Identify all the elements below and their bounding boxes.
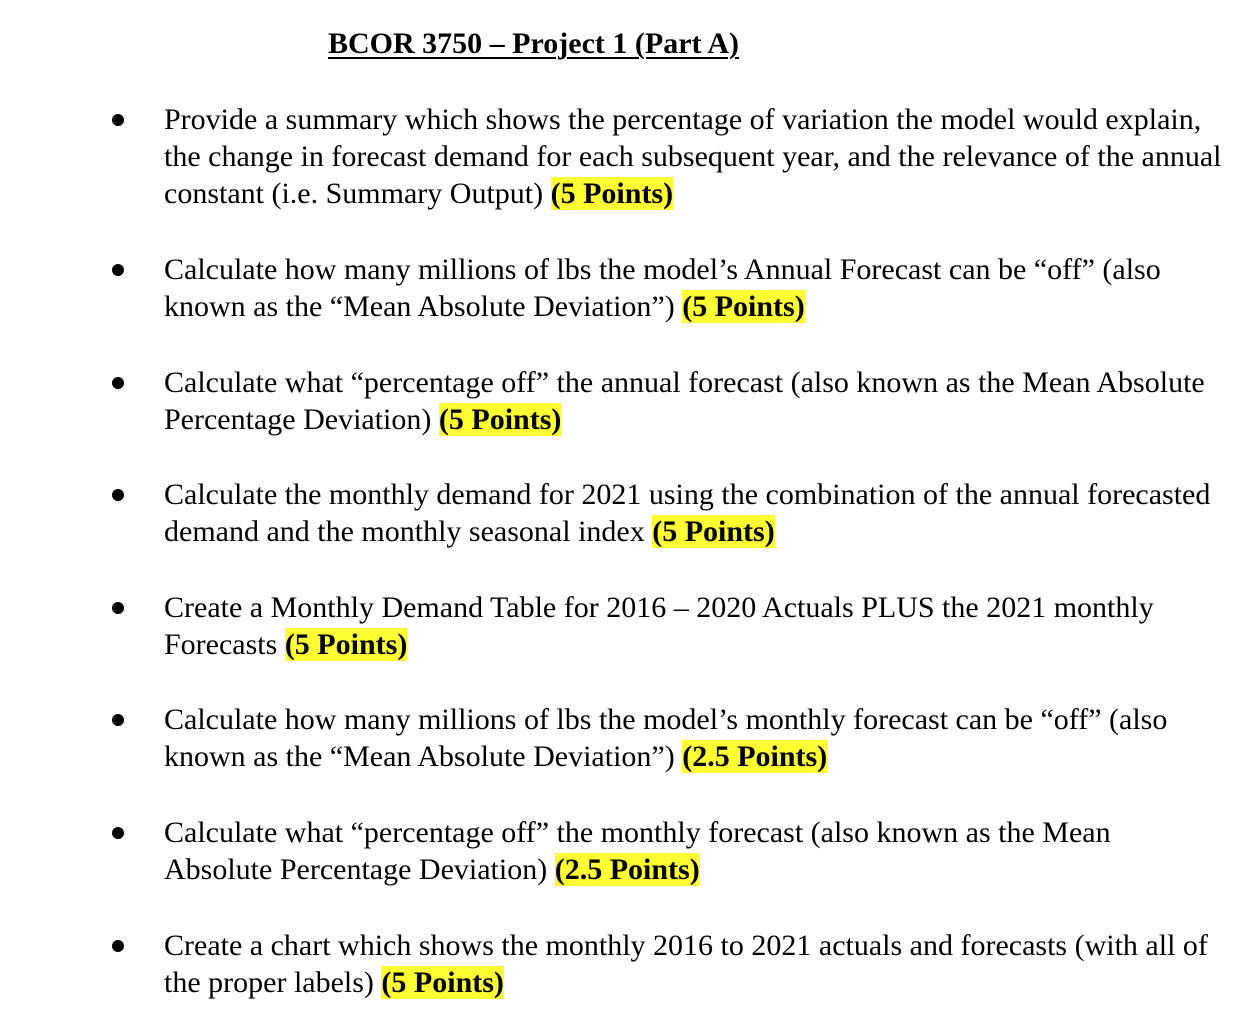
bullet-icon (112, 264, 124, 276)
task-description: Provide a summary which shows the percentage of variation the model would explain, the change in forecast demand for each subsequent year, and the relevance of the annual constant (i.e. Summary Output) (164, 103, 1222, 210)
task-description: Calculate what “percentage off” the annual forecast (also known as the Mean Absolute Percentage Deviation) (164, 366, 1205, 436)
page-title: BCOR 3750 – Project 1 (Part A) (328, 27, 740, 60)
points-label: (2.5 Points) (554, 853, 700, 886)
bullet-icon (112, 827, 124, 839)
task-description: Calculate what “percentage off” the monthly forecast (also known as the Mean Absolute Percentage Deviation) (164, 816, 1111, 886)
bullet-icon (112, 940, 124, 952)
bullet-icon (112, 602, 124, 614)
points-label: (2.5 Points) (682, 740, 828, 773)
task-text (164, 589, 1224, 663)
bullet-icon (112, 714, 124, 726)
task-text (164, 364, 1224, 438)
task-description: Calculate how many millions of lbs the model’s Annual Forecast can be “off” (also known as the “Mean Absolute Deviation”) (164, 253, 1161, 323)
task-description: Calculate the monthly demand for 2021 using the combination of the annual forecasted demand and the monthly seasonal index (164, 478, 1211, 548)
points-label: (5 Points) (682, 290, 805, 323)
task-text (164, 476, 1224, 550)
task-description: Calculate how many millions of lbs the model’s monthly forecast can be “off” (also known as the “Mean Absolute Deviation”) (164, 703, 1168, 773)
bullet-icon (112, 114, 124, 126)
points-label: (5 Points) (550, 177, 674, 210)
task-text (164, 251, 1224, 325)
task-text (164, 814, 1224, 888)
task-description: Create a chart which shows the monthly 2016 to 2021 actuals and forecasts (with all of the proper labels) (164, 929, 1208, 999)
task-text (164, 701, 1224, 775)
task-description: Create a Monthly Demand Table for 2016 – 2020 Actuals PLUS the 2021 monthly Forecasts (164, 591, 1154, 661)
points-label: (5 Points) (284, 628, 408, 661)
task-text (164, 927, 1224, 1001)
points-label: (5 Points) (381, 966, 504, 999)
bullet-icon (112, 489, 124, 501)
bullet-icon (112, 377, 124, 389)
task-text (164, 101, 1224, 212)
points-label: (5 Points) (652, 515, 775, 548)
points-label: (5 Points) (438, 403, 562, 436)
